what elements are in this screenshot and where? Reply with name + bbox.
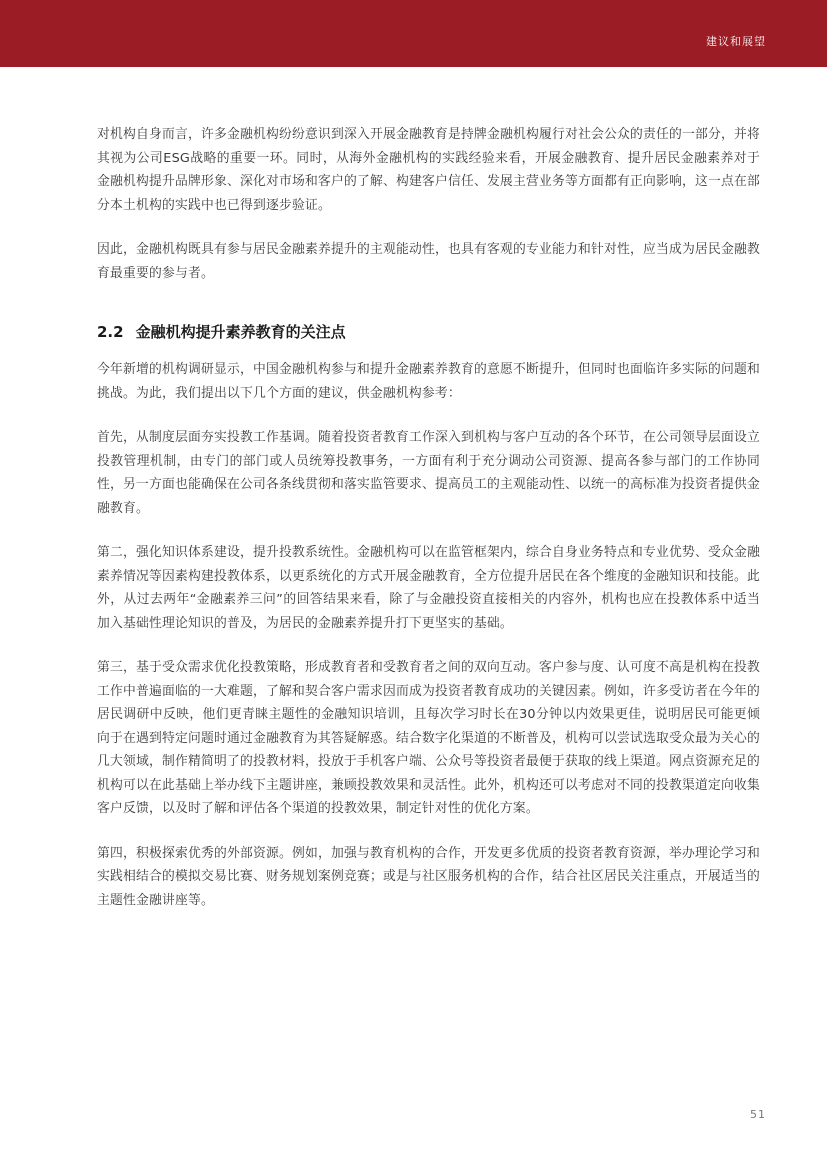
section-header-label: 建议和展望 (706, 35, 766, 48)
section-number: 2.2 (97, 323, 124, 341)
body-paragraph: 因此，金融机构既具有参与居民金融素养提升的主观能动性，也具有客观的专业能力和针对性，应当成为居民金融教育最重要的参与者。 (97, 242, 760, 281)
body-paragraph: 对机构自身而言，许多金融机构纷纷意识到深入开展金融教育是持牌金融机构履行对社会公众的责任的一部分，并将其视为公司ESG战略的重要一环。同时，从海外金融机构的实践经验来看，开展金融教育、提升居民金融素养对于金融机构提升品牌形象、深化对市场和客户的了解、构建客户信任、发展主营业务等方面都有正向影响，这一点在部分本土机构的实践中也已得到逐步验证。 (97, 127, 760, 213)
body-paragraph: 第二，强化知识体系建设，提升投教系统性。金融机构可以在监管框架内，综合自身业务特点和专业优势、受众金融素养情况等因素构建投教体系，以更系统化的方式开展金融教育，全方位提升居民在各个维度的金融知识和技能。此外，从过去两年“金融素养三问”的回答结果来看，除了与金融投资直接相关的内容外，机构也应在投教体系中适当加入基础性理论知识的普及，为居民的金融素养提升打下更坚实的基础。 (97, 545, 760, 631)
section-title: 金融机构提升素养教育的关注点 (135, 323, 346, 341)
page-content (97, 123, 760, 912)
body-paragraph: 第三，基于受众需求优化投教策略，形成教育者和受教育者之间的双向互动。客户参与度、认可度不高是机构在投教工作中普遍面临的一大难题，了解和契合客户需求因而成为投资者教育成功的关键因素。例如，许多受访者在今年的居民调研中反映，他们更青睐主题性的金融知识培训，且每次学习时长在30分钟以内效果更佳，说明居民可能更倾向于在遇到特定问题时通过金融教育为其答疑解惑。结合数字化渠道的不断普及，机构可以尝试选取受众最为关心的几大领域，制作精简明了的投教材料，投放于手机客户端、公众号等投资者最便于获取的线上渠道。网点资源充足的机构可以在此基础上举办线下主题讲座，兼顾投教效果和灵活性。此外，机构还可以考虑对不同的投教渠道定向收集客户反馈，以及时了解和评估各个渠道的投教效果，制定针对性的优化方案。 (97, 660, 760, 816)
header-bar (0, 0, 827, 67)
body-paragraph: 今年新增的机构调研显示，中国金融机构参与和提升金融素养教育的意愿不断提升，但同时也面临许多实际的问题和挑战。为此，我们提出以下几个方面的建议，供金融机构参考： (97, 362, 760, 401)
body-paragraph: 首先，从制度层面夯实投教工作基调。随着投资者教育工作深入到机构与客户互动的各个环节，在公司领导层面设立投教管理机制，由专门的部门或人员统筹投教事务，一方面有利于充分调动公司资源、提高各参与部门的工作协同性，另一方面也能确保在公司各条线贯彻和落实监管要求、提高员工的主观能动性、以统一的高标准为投资者提供金融教育。 (97, 430, 760, 516)
page-number: 51 (750, 1108, 766, 1121)
section-heading (97, 321, 760, 343)
body-paragraph: 第四，积极探索优秀的外部资源。例如，加强与教育机构的合作，开发更多优质的投资者教育资源，举办理论学习和实践相结合的模拟交易比赛、财务规划案例竞赛；或是与社区服务机构的合作，结合社区居民关注重点，开展适当的主题性金融讲座等。 (97, 845, 760, 908)
